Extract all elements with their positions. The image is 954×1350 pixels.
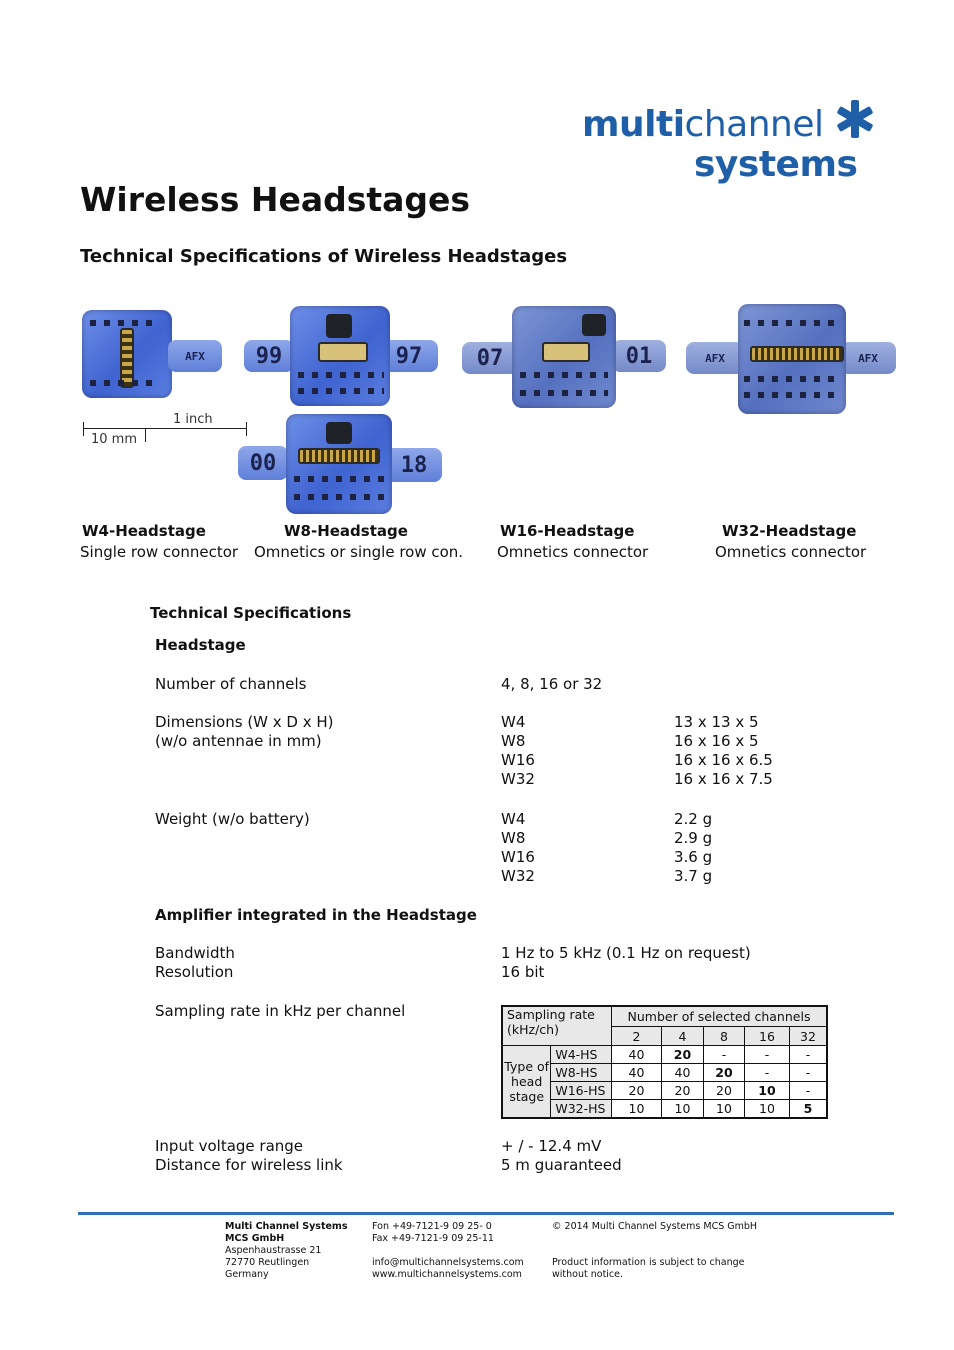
w16-right-tab: 01 (612, 340, 666, 372)
table-row (502, 1046, 827, 1064)
channel-col-4: 4 (662, 1027, 704, 1046)
table-cell: 10 (704, 1100, 745, 1119)
w32-right-tab: AFX (840, 342, 896, 374)
table-row (502, 1082, 827, 1100)
asterisk-icon (834, 98, 876, 144)
table-cell: - (790, 1046, 828, 1064)
channel-col-32: 32 (790, 1027, 828, 1046)
table-cell: - (745, 1064, 790, 1082)
table-cell: - (790, 1082, 828, 1100)
table-cell: 10 (745, 1082, 790, 1100)
page-title: Wireless Headstages (80, 180, 471, 219)
logo-wordmark-bottom: systems (694, 144, 858, 185)
row-name-w32: W32-HS (551, 1100, 612, 1119)
bandwidth-resolution-labels: Bandwidth Resolution (155, 944, 235, 981)
table-row (502, 1100, 827, 1119)
input-distance-values: + / - 12.4 mV 5 m guaranteed (501, 1137, 622, 1174)
w32-left-tab: AFX (686, 342, 744, 374)
table-cell: - (704, 1046, 745, 1064)
caption-w8-title: W8-Headstage (284, 522, 408, 540)
caption-w8-sub: Omnetics or single row con. (254, 543, 464, 561)
channels-label: Number of channels (155, 675, 307, 693)
w8-bottom-right-tab: 18 (386, 448, 442, 482)
email-link[interactable]: info@multichannelsystems.com (372, 1257, 524, 1268)
channel-col-16: 16 (745, 1027, 790, 1046)
footer-address: Multi Channel Systems MCS GmbH Aspenhaustrasse 21 72770 Reutlingen Germany (225, 1221, 348, 1280)
footer-legal: © 2014 Multi Channel Systems MCS GmbH Product information is subject to change without notice. (552, 1221, 758, 1280)
table-cell: 10 (662, 1100, 704, 1119)
weight-values: 2.2 g 2.9 g 3.6 g 3.7 g (674, 810, 713, 885)
table-cell: 20 (704, 1064, 745, 1082)
w4-antenna-tab: AFX (168, 340, 222, 372)
headstage-heading: Headstage (155, 636, 246, 654)
table-cell: 40 (662, 1064, 704, 1082)
table-cell: 40 (612, 1064, 662, 1082)
channels-value: 4, 8, 16 or 32 (501, 675, 603, 693)
weight-label: Weight (w/o battery) (155, 810, 310, 828)
channel-col-8: 8 (704, 1027, 745, 1046)
table-cell: 20 (612, 1082, 662, 1100)
dimensions-label: Dimensions (W x D x H) (w/o antennae in mm) (155, 713, 334, 750)
table-cell: - (790, 1064, 828, 1082)
headstage-photo (80, 280, 900, 516)
specs-section-title: Technical Specifications (150, 604, 352, 622)
table-cell: 10 (745, 1100, 790, 1119)
bandwidth-resolution-values: 1 Hz to 5 kHz (0.1 Hz on request) 16 bit (501, 944, 751, 981)
channels-header: Number of selected channels (612, 1006, 828, 1027)
caption-w4-title: W4-Headstage (82, 522, 206, 540)
row-name-w8: W8-HS (551, 1064, 612, 1082)
scale-inch-label: 1 inch (173, 412, 213, 427)
weight-models: W4 W8 W16 W32 (501, 810, 535, 885)
scale-bar (83, 412, 247, 448)
caption-w16-sub: Omnetics connector (497, 543, 649, 561)
input-distance-labels: Input voltage range Distance for wireless link (155, 1137, 343, 1174)
table-row (502, 1064, 827, 1082)
footer-divider (78, 1212, 894, 1215)
table-cell: 20 (704, 1082, 745, 1100)
amplifier-heading: Amplifier integrated in the Headstage (155, 906, 477, 924)
dimensions-models: W4 W8 W16 W32 (501, 713, 535, 788)
sampling-rate-table (501, 1005, 828, 1119)
table-cell: 40 (612, 1046, 662, 1064)
w8-top-right-tab: 97 (380, 340, 438, 372)
w8-top-left-tab: 99 (244, 340, 294, 372)
page-subtitle: Technical Specifications of Wireless Headstages (80, 246, 568, 267)
caption-w32-sub: Omnetics connector (715, 543, 867, 561)
caption-w16-title: W16-Headstage (500, 522, 635, 540)
type-of-headstage-label: Type of head stage (502, 1046, 551, 1119)
dimensions-values: 13 x 13 x 5 16 x 16 x 5 16 x 16 x 6.5 16 x 16 x 7.5 (674, 713, 773, 788)
row-name-w4: W4-HS (551, 1046, 612, 1064)
row-name-w16: W16-HS (551, 1082, 612, 1100)
footer-contact: Fon +49-7121-9 09 25- 0 Fax +49-7121-9 09 25-11 info@multichannelsystems.com www.multichannelsystems.com (372, 1221, 524, 1280)
table-cell: 20 (662, 1082, 704, 1100)
website-link[interactable]: www.multichannelsystems.com (372, 1269, 522, 1280)
logo-wordmark-top: multichannel (582, 104, 824, 145)
scale-mm-label: 10 mm (91, 432, 138, 447)
caption-w4-sub: Single row connector (80, 543, 239, 561)
table-cell: - (745, 1046, 790, 1064)
table-cell: 5 (790, 1100, 828, 1119)
channel-col-2: 2 (612, 1027, 662, 1046)
caption-w32-title: W32-Headstage (722, 522, 857, 540)
w16-left-tab: 07 (462, 342, 518, 374)
w4-connector (120, 328, 134, 388)
sampling-label: Sampling rate in kHz per channel (155, 1002, 406, 1020)
table-corner: Sampling rate (kHz/ch) (502, 1006, 612, 1046)
w8-bottom-left-tab: 00 (238, 446, 288, 480)
table-cell: 20 (662, 1046, 704, 1064)
table-cell: 10 (612, 1100, 662, 1119)
